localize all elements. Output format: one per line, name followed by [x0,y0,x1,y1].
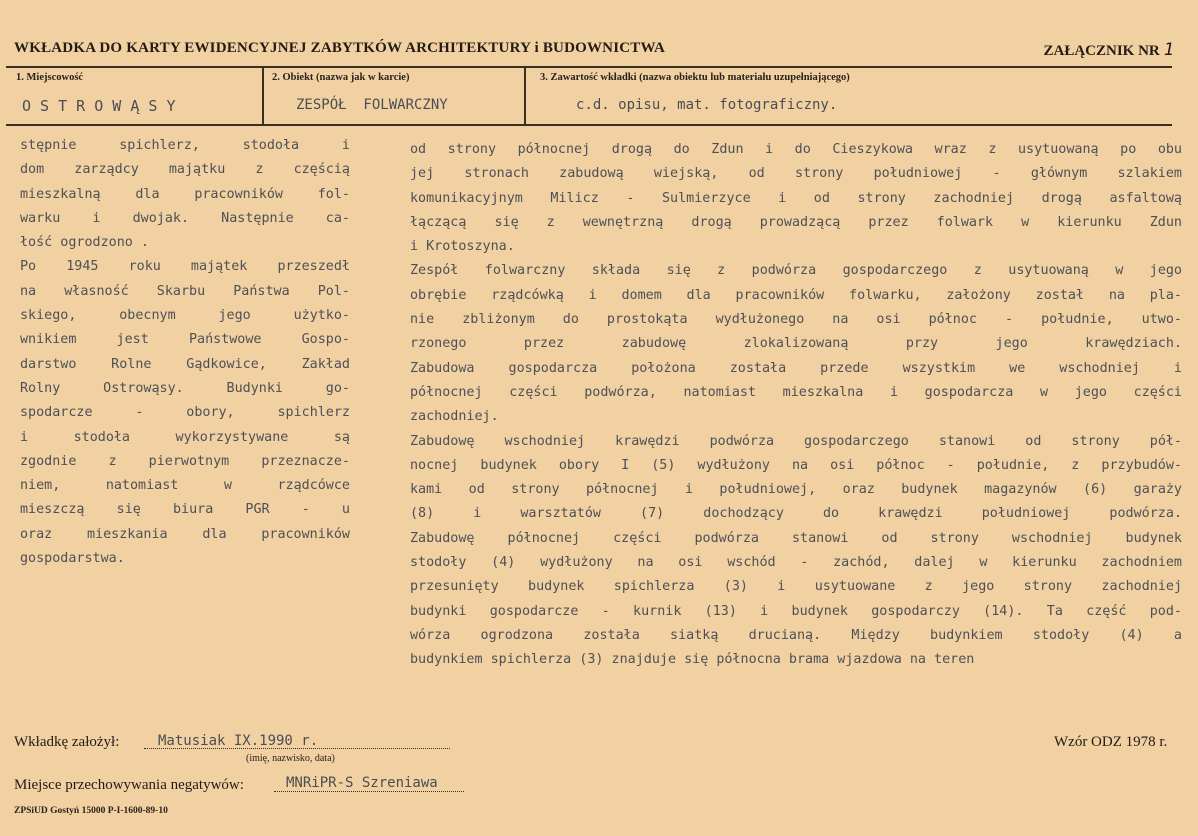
text-line: (8) i warsztatów (7) dochodzący do krawędzi południowej podwórza. [410,506,1182,522]
object-value: ZESPÓŁ FOLWARCZNY [296,97,448,113]
text-line: nie zbliżonym do prostokąta wydłużonego na osi północ - południe, utwo- [410,312,1182,328]
text-line: i stodoła wykorzystywane są [20,429,350,445]
text-line: i Krotoszyna. [410,239,515,255]
attachment-label-text: ZAŁĄCZNIK NR [1043,43,1160,59]
contents-value: c.d. opisu, mat. fotograficzny. [576,97,838,113]
negatives-value: MNRiPR-S Szreniawa [286,775,438,791]
locality-label: 1. Miejscowość [16,72,84,83]
text-line: od strony północnej drogą do Zdun i do Cieszykowa wraz z usytuowaną po obu [410,142,1182,157]
inserted-by-hint: (imię, nazwisko, data) [246,753,335,764]
text-line: zachodniej. [410,409,499,425]
form-version: Wzór ODZ 1978 r. [1054,734,1168,750]
contents-label: 3. Zawartość wkładki (nazwa obiektu lub materiału uzupełniającego) [540,72,850,83]
field-divider-1 [262,67,264,124]
fields-rule [6,124,1172,126]
text-line: budynkiem spichlerza (3) znajduje się północna brama wjazdowa na teren [410,652,975,668]
text-line: na własność Skarbu Państwa Pol- [20,283,350,299]
text-line: dom zarządcy majątku z częścią [20,162,350,178]
header-rule [6,66,1172,68]
text-line: mieszczą się biura PGR - u [20,502,350,518]
attachment-label [1043,40,1174,60]
text-line: rzonego przez zabudowę zlokalizowaną przy jego krawędziach. [410,336,1182,352]
printer-imprint: ZPSiUD Gostyń 15000 P-I-1600-89-10 [14,806,168,816]
attachment-number: 1 [1163,40,1174,60]
text-line: przesunięty budynek spichlerza (3) i usytuowane z jego strony zachodniej [410,579,1182,595]
text-line: łość ogrodzono . [20,235,149,251]
left-text-column [20,134,350,571]
text-line: Zespół folwarczny składa się z podwórza gospodarczego z usytuowaną w jego [410,263,1182,279]
text-line: Zabudowę północnej części podwórza stanowi od strony wschodniej budynek [410,530,1182,546]
text-line: łączącą się z wewnętrzną drogą prowadzącą przez folwark w kierunku Zdun [410,214,1182,230]
text-line: spodarcze - obory, spichlerz [20,405,350,421]
field-divider-2 [524,67,526,124]
text-line: stodoły (4) wydłużony na osi wschód - zachód, dalej w kierunku zachodniem [410,555,1182,571]
text-line: darstwo Rolne Gądkowice, Zakład [20,356,350,372]
text-line: Rolny Ostrowąsy. Budynki go- [20,380,350,396]
text-line: gospodarstwa. [20,551,125,567]
text-line: oraz mieszkania dla pracowników [20,526,350,542]
text-line: mieszkalną dla pracowników fol- [20,186,350,202]
text-line: Zabudowę wschodniej krawędzi podwórza gospodarczego stanowi od strony pół- [410,433,1182,449]
text-line: warku i dwojak. Następnie ca- [20,210,350,226]
inserted-by-dotted-line [144,748,450,749]
text-line: obrębie rządcówką i domem dla pracowników folwarku, założony został na pla- [410,287,1182,303]
right-text-column [410,138,1182,673]
text-line: niem, natomiast w rządcówce [20,478,350,494]
text-line: nocnej budynek obory I (5) wydłużony na osi północ - południe, z przybudów- [410,457,1182,473]
negatives-dotted-line [274,791,464,792]
text-line: jej stronach zabudową wiejską, od strony południowej - głównym szlakiem [410,166,1182,182]
text-line: kami od strony północnej i południowej, oraz budynek magazynów (6) garaży [410,482,1182,498]
card-title: WKŁADKA DO KARTY EWIDENCYJNEJ ZABYTKÓW ARCHITEKTURY i BUDOWNICTWA [14,40,666,56]
text-line: skiego, obecnym jego użytko- [20,308,350,324]
text-line: wnikiem jest Państwowe Gospo- [20,332,350,348]
text-line: zgodnie z pierwotnym przeznacze- [20,453,350,469]
text-line: budynki gospodarcze - kurnik (13) i budynek gospodarczy (14). Ta część pod- [410,603,1182,619]
inserted-by-value: Matusiak IX.1990 r. [158,733,319,749]
text-line: komunikacyjnym Milicz - Sulmierzyce i od strony zachodniej drogą asfaltową [410,190,1182,206]
text-line: Po 1945 roku majątek przeszedł [20,259,350,275]
locality-value: O S T R O W Ą S Y [22,97,176,115]
text-line: wórza ogrodzona została siatką drucianą. Między budynkiem stodoły (4) a [410,627,1182,643]
inserted-by-label: Wkładkę założył: [14,734,120,750]
text-line: Zabudowa gospodarcza położona została przede wszystkim we wschodniej i [410,360,1182,376]
text-line: stępnie spichlerz, stodoła i [20,138,350,153]
object-label: 2. Obiekt (nazwa jak w karcie) [272,72,410,83]
negatives-label: Miejsce przechowywania negatywów: [14,777,244,793]
text-line: północnej części podwórza, natomiast mieszkalna i gospodarcza w jego części [410,384,1182,400]
